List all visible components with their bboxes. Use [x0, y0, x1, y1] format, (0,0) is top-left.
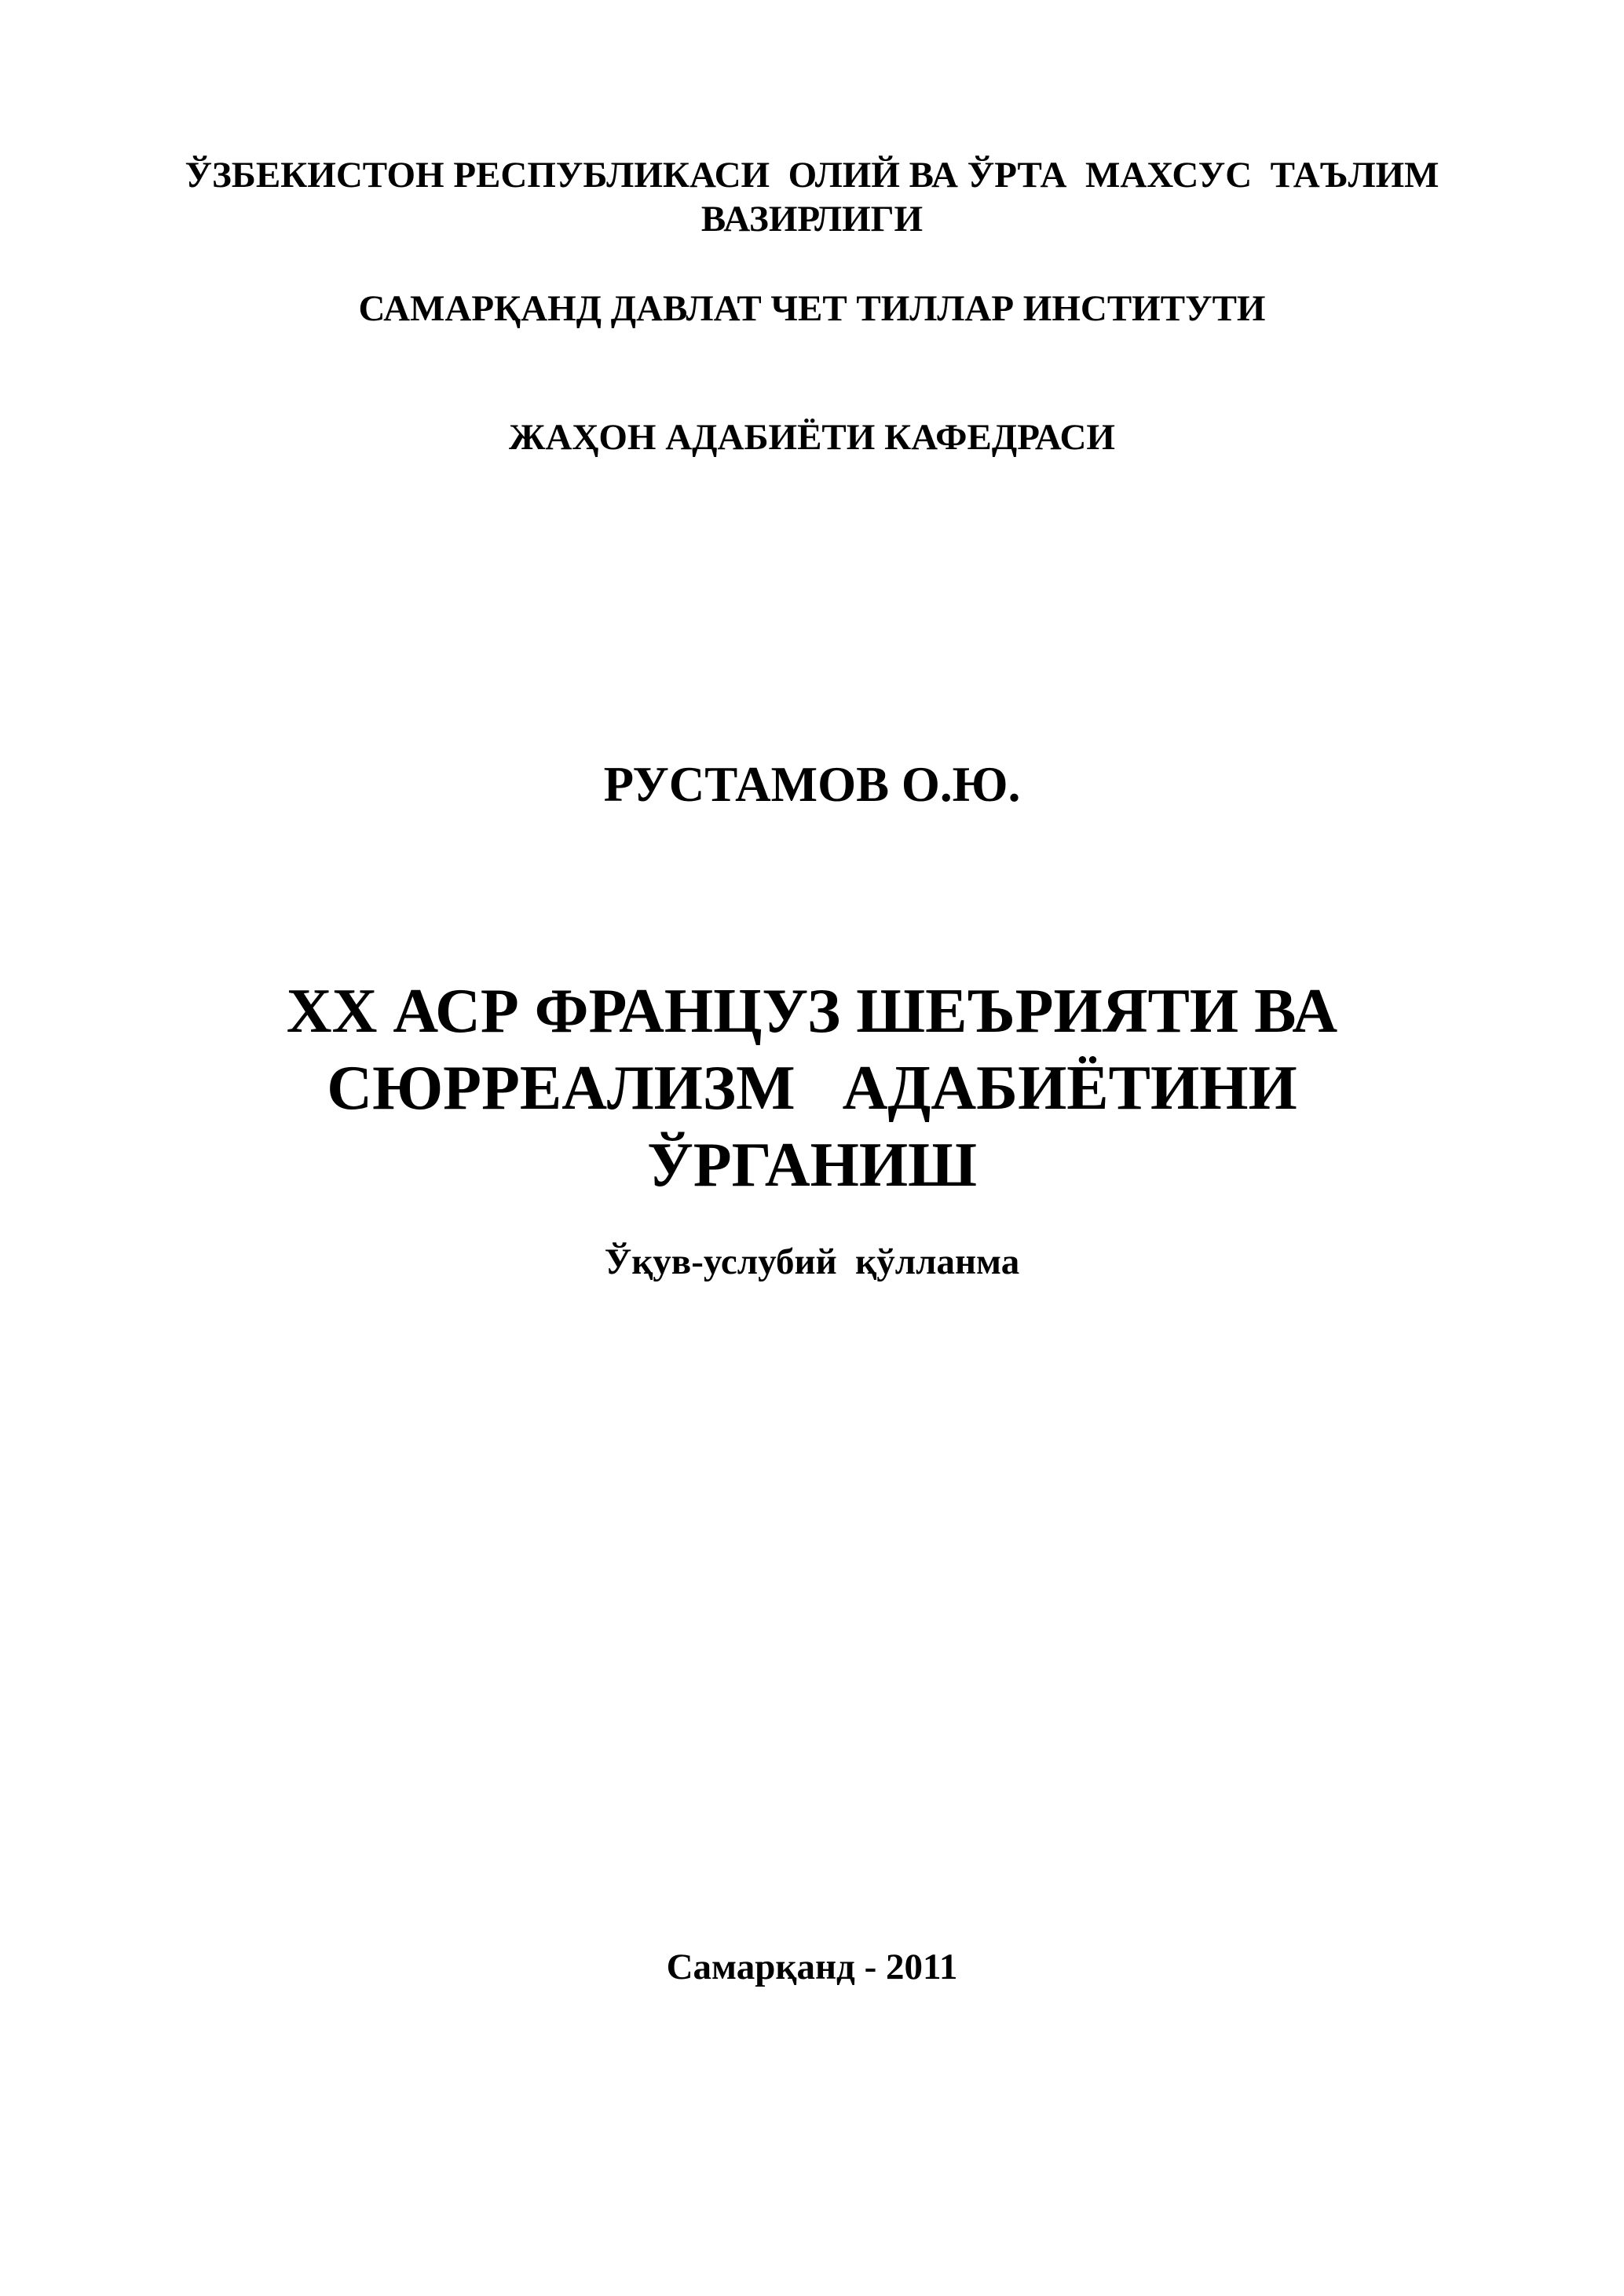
ministry-line-1: ЎЗБЕКИСТОН РЕСПУБЛИКАСИ ОЛИЙ ВА ЎРТА МАХСУС ТАЪЛИМ — [185, 155, 1439, 196]
book-title-line-1: XX АСР ФРАНЦУЗ ШЕЪРИЯТИ ВА — [286, 977, 1338, 1046]
book-title-line-2: СЮРРЕАЛИЗМ АДАБИЁТИНИ — [327, 1054, 1297, 1123]
place-and-year: Самарқанд - 2011 — [666, 1947, 958, 1987]
institute-name: САМАРҚАНД ДАВЛАТ ЧЕТ ТИЛЛАР ИНСТИТУТИ — [358, 288, 1266, 329]
ministry-line-2: ВАЗИРЛИГИ — [700, 199, 924, 239]
book-subtitle: Ўқув-услубий қўлланма — [604, 1241, 1020, 1282]
author-name: РУСТАМОВ О.Ю. — [603, 757, 1021, 812]
book-title-line-3: ЎРГАНИШ — [647, 1131, 977, 1200]
department-name: ЖАҲОН АДАБИЁТИ КАФЕДРАСИ — [509, 417, 1115, 458]
